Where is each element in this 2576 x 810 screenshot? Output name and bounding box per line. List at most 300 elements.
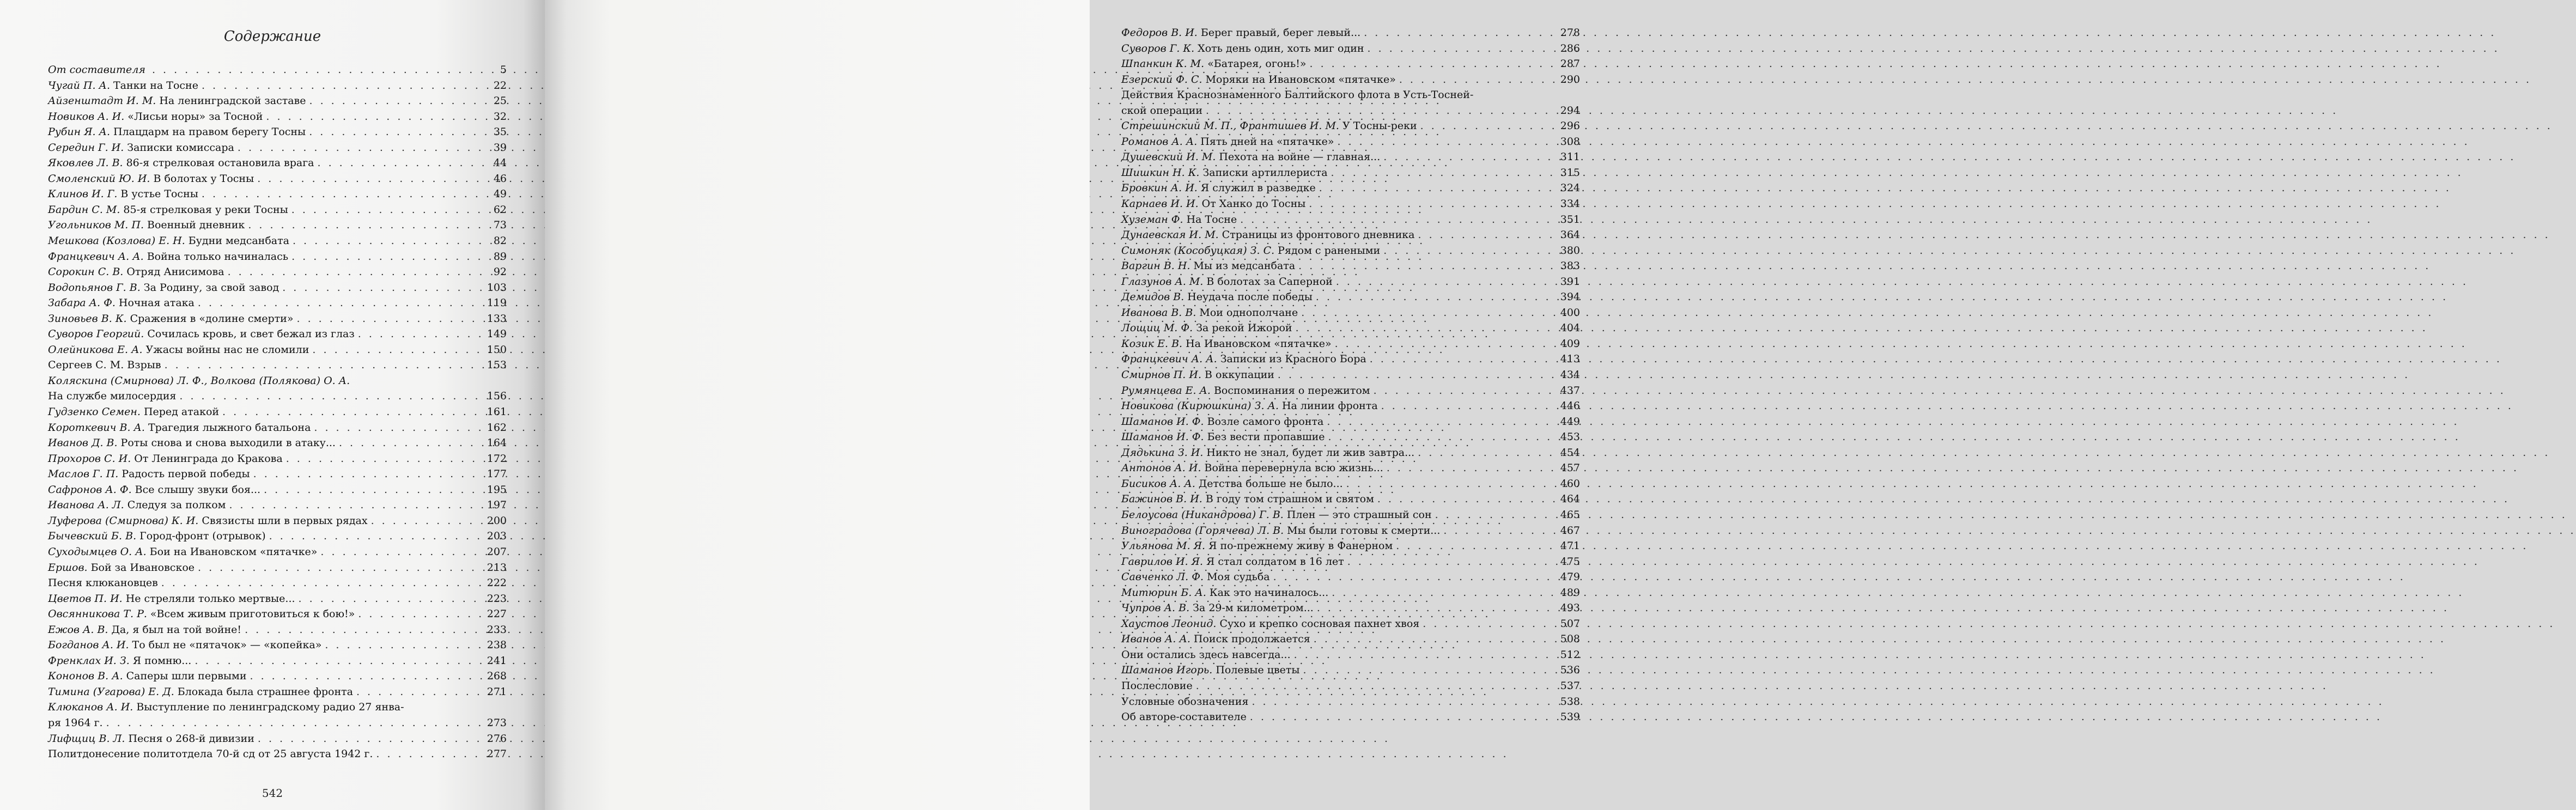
toc-author: Иванов А. А.	[1121, 633, 1190, 645]
toc-author: Францкевич А. А.	[1121, 353, 1217, 366]
toc-page-number: 89	[493, 250, 507, 263]
toc-author: Бычевский Б. В.	[48, 530, 137, 543]
leader-dots	[1383, 149, 1551, 165]
toc-entry	[1121, 25, 1580, 41]
leader-dots	[1418, 445, 1551, 461]
toc-page-number: 92	[493, 266, 507, 278]
toc-title: Я стал солдатом в 16 лет	[1206, 555, 1344, 568]
toc-entry	[48, 155, 507, 171]
toc-page-number: 454	[1560, 446, 1580, 459]
toc-entry	[48, 217, 507, 233]
toc-entry	[48, 140, 507, 156]
toc-title: Об авторе-составителе	[1121, 711, 1247, 723]
toc-entry-line	[48, 715, 507, 731]
toc-author: Стрешинский М. П., Франтишев И. М.	[1121, 120, 1339, 132]
toc-author: Езерский Ф. С.	[1121, 73, 1202, 86]
toc-page-number: 172	[487, 452, 507, 465]
toc-author: Ершов.	[48, 561, 88, 574]
toc-entry	[48, 435, 507, 451]
toc-page-number: 351	[1560, 213, 1580, 226]
toc-title: Хоть день один, хоть миг один	[1198, 42, 1364, 54]
leader-dots	[1396, 538, 1551, 554]
toc-author: Карнаев И. И.	[1121, 198, 1199, 210]
toc-page-number: 73	[493, 219, 507, 232]
toc-title: Поиск продолжается	[1193, 633, 1310, 645]
leader-dots	[1370, 351, 1551, 367]
toc-page-number: 203	[487, 530, 507, 543]
toc-entry	[1121, 274, 1580, 290]
toc-title: Я по-прежнему живу в Фанерном	[1208, 540, 1393, 552]
toc-author: Хаустов Леонид.	[1121, 617, 1217, 630]
toc-title: Воспоминания о пережитом	[1213, 384, 1370, 397]
toc-entry	[48, 668, 507, 684]
toc-author: Хуземан Ф.	[1121, 213, 1183, 226]
leader-dots	[320, 544, 477, 560]
toc-author: Францкевич А. А.	[48, 250, 144, 263]
toc-entry	[1121, 134, 1580, 150]
toc-title: Блокада была страшнее фронта	[177, 685, 353, 698]
toc-page-number: 82	[493, 235, 507, 247]
toc-entry	[1121, 398, 1580, 414]
toc-author: Шаманов И. Ф.	[1121, 415, 1204, 428]
toc-author: Румянцева Е. А.	[1121, 384, 1211, 397]
toc-entry	[1121, 429, 1580, 445]
toc-page-number: 537	[1560, 679, 1580, 692]
toc-page-number: 286	[1560, 42, 1580, 54]
toc-page-number: 177	[487, 468, 507, 480]
toc-author: Смирнов П. И.	[1121, 369, 1201, 381]
toc-title: Радость первой победы	[121, 468, 250, 480]
toc-title: «Батарея, огонь!»	[1207, 58, 1307, 70]
toc-title: Записки из Красного Бора	[1220, 353, 1366, 366]
leader-dots	[1383, 243, 1551, 259]
leader-dots	[296, 311, 477, 327]
toc-page-number: 223	[487, 592, 507, 605]
toc-author: Чупров А. В.	[1121, 602, 1190, 614]
toc-page-number: 453	[1560, 431, 1580, 443]
toc-author: Виноградова (Горячева) Л. В.	[1121, 524, 1284, 537]
leader-dots	[371, 513, 477, 529]
toc-title: Не стреляли только мертвые...	[125, 592, 295, 605]
leader-dots	[165, 357, 477, 373]
leader-dots	[309, 124, 477, 140]
leader-dots	[1328, 429, 1551, 445]
leader-dots	[1347, 554, 1551, 570]
leader-dots	[269, 528, 477, 544]
toc-entry	[1121, 305, 1580, 321]
toc-entry	[48, 280, 507, 296]
leader-dots	[1240, 212, 1551, 228]
toc-author: Бажинов В. И.	[1121, 493, 1202, 506]
toc-entry	[48, 482, 507, 498]
toc-author: Шпанкин К. М.	[1121, 58, 1205, 70]
toc-entry	[48, 62, 507, 78]
toc-title: Будни медсанбата	[188, 235, 289, 247]
toc-author: Водопьянов Г. В.	[48, 281, 141, 294]
toc-title: Мои однополчане	[1199, 306, 1298, 319]
leader-dots	[1381, 398, 1551, 414]
toc-author: Олейникова Е. А.	[48, 343, 143, 356]
leader-dots	[282, 280, 477, 296]
toc-page-number: 508	[1560, 633, 1580, 645]
leader-dots	[248, 217, 477, 233]
leader-dots	[1317, 600, 1551, 616]
toc-page-number: 153	[487, 359, 507, 371]
leader-dots	[222, 404, 477, 420]
leader-dots	[1377, 491, 1551, 507]
toc-entry	[48, 295, 507, 311]
leader-dots	[314, 420, 477, 436]
toc-entry	[1121, 289, 1580, 305]
toc-page-number: 197	[487, 499, 507, 511]
leader-dots	[1387, 460, 1551, 476]
leader-dots	[1196, 678, 1551, 694]
toc-page-number: 273	[487, 716, 507, 729]
toc-title: Следуя за полком	[127, 499, 226, 511]
toc-entry	[1121, 258, 1580, 274]
toc-page-number: 457	[1560, 462, 1580, 474]
toc-title: Детства больше не было...	[1198, 477, 1343, 490]
toc-page-number: 394	[1560, 291, 1580, 303]
leader-dots	[1364, 25, 1551, 41]
toc-title: Никто не знал, будет ли жив завтра...	[1206, 446, 1415, 459]
leader-dots	[1314, 631, 1551, 647]
toc-page-number: 195	[487, 483, 507, 496]
leader-dots	[202, 186, 477, 202]
toc-title: На ленинградской заставе	[159, 95, 306, 107]
toc-entry	[1121, 585, 1580, 601]
toc-title: Пять дней на «пятачке»	[1200, 135, 1334, 148]
toc-author: Айзенштадт И. М.	[48, 95, 156, 107]
toc-title: Моя судьба	[1207, 571, 1270, 583]
toc-entry	[1121, 227, 1580, 243]
toc-entry	[48, 404, 507, 420]
leader-dots	[245, 622, 477, 638]
leader-dots	[1335, 336, 1551, 352]
leader-dots	[250, 668, 478, 684]
toc-entry	[48, 451, 507, 467]
toc-author: Угольников М. П.	[48, 219, 144, 232]
toc-entry	[48, 591, 507, 607]
toc-entry	[48, 233, 507, 249]
toc-author: Маслов Г. П.	[48, 468, 119, 480]
toc-title: Отряд Анисимова	[126, 266, 224, 278]
toc-page-number: 536	[1560, 664, 1580, 677]
toc-page-number: 465	[1560, 508, 1580, 521]
toc-author: Новиков А. И.	[48, 110, 125, 123]
toc-entry	[1121, 351, 1580, 367]
toc-page-number: 404	[1560, 322, 1580, 334]
toc-author: Ульянова М. Я.	[1121, 540, 1206, 552]
toc-title: Перед атакой	[143, 406, 220, 418]
toc-entry	[48, 466, 507, 482]
leader-dots	[339, 435, 477, 451]
toc-page-number: 25	[493, 95, 507, 107]
toc-author: Суходымцев О. А.	[48, 545, 147, 558]
toc-title: Сочилась кровь, и свет бежал из глаз	[147, 328, 355, 340]
toc-page-number: 380	[1560, 244, 1580, 257]
toc-author: Середин Г. И.	[48, 141, 124, 154]
leader-dots	[1337, 134, 1551, 150]
toc-author: Иванова А. Л.	[48, 499, 124, 511]
toc-author: Клинов И. Г.	[48, 188, 118, 200]
toc-entry	[1121, 149, 1580, 165]
toc-page-number: 479	[1560, 571, 1580, 583]
toc-author: Митюрин Б. А.	[1121, 586, 1206, 599]
toc-title: Условные обозначения	[1121, 695, 1249, 708]
toc-entry	[48, 528, 507, 544]
toc-author: Иванова В. В.	[1121, 306, 1196, 319]
toc-author: Чугай П. А.	[48, 79, 110, 92]
toc-page-number: 467	[1560, 524, 1580, 537]
toc-page-number: 324	[1560, 182, 1580, 194]
toc-page-number: 32	[493, 110, 507, 123]
toc-author: Романов А. А.	[1121, 135, 1198, 148]
toc-page-number: 213	[487, 561, 507, 574]
toc-title: Плен — это страшный сон	[1286, 508, 1432, 521]
toc-title: Рядом с ранеными	[1278, 244, 1381, 257]
leader-dots	[376, 746, 477, 762]
toc-author: Рубин Я. А.	[48, 126, 111, 138]
toc-title: Плацдарм на правом берегу Тосны	[113, 126, 306, 138]
toc-entry-line	[1121, 103, 1580, 119]
toc-entry	[48, 637, 507, 653]
toc-title: Бои на Ивановском «пятачке»	[149, 545, 318, 558]
toc-page-number: 276	[487, 732, 507, 745]
toc-entry	[1121, 616, 1580, 632]
toc-entry	[48, 731, 507, 747]
toc-author: Луферова (Смирнова) К. И.	[48, 514, 199, 527]
left-page	[0, 0, 545, 810]
toc-page-number: 222	[487, 577, 507, 589]
leader-dots	[1298, 258, 1551, 274]
toc-title: За рекой Ижорой	[1196, 322, 1292, 334]
toc-author: Лифщиц В. Л.	[48, 732, 125, 745]
toc-title: Сражения в «долине смерти»	[130, 312, 294, 325]
toc-title: Я помню...	[132, 654, 192, 667]
toc-author: Федоров В. И.	[1121, 27, 1198, 39]
toc-author: Душевский И. М.	[1121, 151, 1216, 163]
toc-author: Мешкова (Козлова) Е. Н.	[48, 235, 185, 247]
toc-author: Лощиц М. Ф.	[1121, 322, 1193, 334]
toc-page-number: 315	[1560, 166, 1580, 179]
toc-title: Страницы из фронтового дневника	[1222, 229, 1415, 241]
toc-entry	[48, 560, 507, 576]
toc-entry	[1121, 320, 1580, 336]
toc-title: В болотах у Тосны	[153, 172, 254, 185]
toc-page-number: 449	[1560, 415, 1580, 428]
leader-dots	[257, 171, 477, 187]
toc-page-number: 156	[487, 390, 507, 403]
leader-dots	[1294, 647, 1551, 663]
toc-right	[1121, 25, 1580, 725]
toc-title: На Ивановском «пятачке»	[1186, 337, 1332, 350]
leader-dots	[229, 497, 477, 513]
toc-author: Цветов П. И.	[48, 592, 123, 605]
toc-page-number: 290	[1560, 73, 1580, 86]
toc-entry	[48, 264, 507, 280]
toc-author: Шаманов И. Ф.	[1121, 431, 1204, 443]
toc-entry	[48, 746, 507, 762]
toc-author: Белоусова (Никандрова) Г. В.	[1121, 508, 1284, 521]
leader-dots	[1435, 507, 1551, 523]
leader-dots	[266, 109, 477, 125]
toc-title: 85-я стрелковая у реки Тосны	[123, 203, 288, 216]
toc-title: Связисты шли в первых рядах	[202, 514, 368, 527]
leader-dots	[1319, 180, 1551, 196]
toc-title: Полевые цветы	[1216, 664, 1300, 677]
toc-author: Антонов А. И.	[1121, 462, 1201, 474]
toc-page-number: 277	[487, 748, 507, 760]
toc-entry	[48, 497, 507, 513]
toc-page-number: 383	[1560, 260, 1580, 272]
toc-page-number: 400	[1560, 306, 1580, 319]
toc-author: Иванов Д. В.	[48, 437, 118, 449]
toc-title: Пехота на войне — главная...	[1219, 151, 1381, 163]
toc-entry	[48, 420, 507, 436]
toc-page-number: 507	[1560, 617, 1580, 630]
toc-entry	[1121, 491, 1580, 507]
toc-author: Сафронов А. Ф.	[48, 483, 132, 496]
toc-title: Действия Краснознаменного Балтийского флота в Усть-Тосней-	[1121, 89, 1474, 101]
toc-title: Политдонесение политотдела 70-й сд от 25 августа 1942 г.	[48, 748, 373, 760]
toc-entry	[48, 684, 507, 700]
toc-entry	[48, 186, 507, 202]
toc-entry	[1121, 647, 1580, 663]
toc-page-number: 493	[1560, 602, 1580, 614]
toc-page-number: 434	[1560, 369, 1580, 381]
toc-entry	[1121, 554, 1580, 570]
toc-title: Все слышу звуки боя...	[135, 483, 261, 496]
toc-title: Моряки на Ивановском «пятачке»	[1205, 73, 1396, 86]
toc-page-number: 119	[487, 297, 507, 309]
toc-page-number: 437	[1560, 384, 1580, 397]
toc-author: Симоняк (Кособуцкая) З. С.	[1121, 244, 1275, 257]
toc-author: Бисиков А. А.	[1121, 477, 1195, 490]
toc-author: Зиновьев В. К.	[48, 312, 127, 325]
toc-author: Дядькина З. И.	[1121, 446, 1204, 459]
toc-title-cont: ской операции	[1121, 104, 1203, 117]
toc-entry	[48, 93, 507, 109]
toc-author: Гудзенко Семен.	[48, 406, 141, 418]
leader-dots	[1336, 274, 1551, 290]
leader-dots	[1278, 367, 1551, 383]
toc-entry	[1121, 538, 1580, 554]
toc-entry-line	[48, 699, 507, 715]
toc-title: Послесловие	[1121, 679, 1193, 692]
toc-entry	[48, 249, 507, 265]
toc-author: Сорокин С. В.	[48, 266, 124, 278]
leader-dots	[1332, 585, 1551, 601]
toc-entry	[48, 109, 507, 125]
toc-page-number: 35	[493, 126, 507, 138]
toc-title: Танки на Тосне	[113, 79, 198, 92]
toc-author: Коляскина (Смирнова) Л. Ф., Волкова (Полякова) О. А.	[48, 374, 350, 387]
toc-page-number: 268	[487, 670, 507, 683]
leader-dots	[1346, 476, 1551, 492]
toc-author: Суворов Георгий.	[48, 328, 144, 340]
toc-title: На Тосне	[1186, 213, 1237, 226]
leader-dots	[253, 466, 477, 482]
leader-dots	[198, 295, 477, 311]
toc-entry	[1121, 678, 1580, 694]
toc-entry	[1121, 383, 1580, 399]
leader-dots	[195, 653, 477, 669]
leader-dots	[264, 482, 477, 498]
toc-entry	[1121, 367, 1580, 383]
toc-title: Я служил в разведке	[1200, 182, 1316, 194]
leader-dots	[317, 155, 477, 171]
leader-dots	[1309, 196, 1551, 212]
toc-entry	[48, 373, 507, 404]
toc-title: Война только начиналась	[147, 250, 289, 263]
toc-entry	[1121, 600, 1580, 616]
toc-page-number: 334	[1560, 198, 1580, 210]
leader-dots	[106, 715, 477, 731]
toc-title: 86-я стрелковая остановила врага	[126, 157, 314, 169]
toc-page-number: 413	[1560, 353, 1580, 366]
toc-title: У Тосны-реки	[1342, 120, 1417, 132]
toc-entry	[1121, 507, 1580, 523]
toc-page-number: 241	[487, 654, 507, 667]
toc-entry-line	[48, 388, 507, 404]
leader-dots	[312, 342, 477, 358]
toc-title: Неудача после победы	[1187, 291, 1313, 303]
leader-dots	[1273, 569, 1551, 585]
page-title: Содержание	[223, 28, 321, 45]
toc-title: Берег правый, берег левый...	[1200, 27, 1361, 39]
toc-entry	[1121, 180, 1580, 196]
toc-title: Мы были готовы к смерти...	[1287, 524, 1441, 537]
leader-dots	[1316, 289, 1551, 305]
toc-page-number: 227	[487, 608, 507, 620]
toc-title: В устье Тосны	[120, 188, 198, 200]
toc-entry	[48, 575, 507, 591]
toc-page-number: 471	[1560, 540, 1580, 552]
toc-entry	[1121, 694, 1580, 710]
toc-author: Яковлев Л. В.	[48, 157, 123, 169]
leader-dots	[1296, 320, 1551, 336]
leader-dots	[238, 140, 477, 156]
toc-page-number: 287	[1560, 58, 1580, 70]
leader-dots	[299, 591, 477, 607]
leader-dots	[356, 684, 477, 700]
leader-dots	[358, 606, 477, 622]
toc-page-number: 44	[493, 157, 507, 169]
toc-page-number: 294	[1560, 104, 1580, 117]
leader-dots	[1420, 118, 1551, 134]
toc-page-number: 5	[500, 64, 507, 76]
toc-author: Бардин С. М.	[48, 203, 120, 216]
leader-dots	[291, 249, 477, 265]
right-page	[545, 0, 1580, 810]
toc-entry	[1121, 569, 1580, 585]
toc-author: Богданов А. И.	[48, 639, 129, 651]
leader-dots	[1374, 383, 1551, 399]
toc-author: Шаманов Игорь.	[1121, 664, 1213, 677]
toc-title: В оккупации	[1205, 369, 1274, 381]
leader-dots	[152, 62, 477, 78]
toc-page-number: 22	[493, 79, 507, 92]
toc-title: От Ленинграда до Кракова	[134, 452, 283, 465]
toc-author: Новикова (Кирюшкина) З. А.	[1121, 400, 1279, 412]
toc-page-number: 391	[1560, 275, 1580, 288]
toc-entry	[1121, 165, 1580, 181]
toc-title-cont: ря 1964 г.	[48, 716, 103, 729]
leader-dots	[293, 233, 477, 249]
toc-title: На службе милосердия	[48, 390, 177, 403]
toc-entry-line	[48, 373, 507, 389]
